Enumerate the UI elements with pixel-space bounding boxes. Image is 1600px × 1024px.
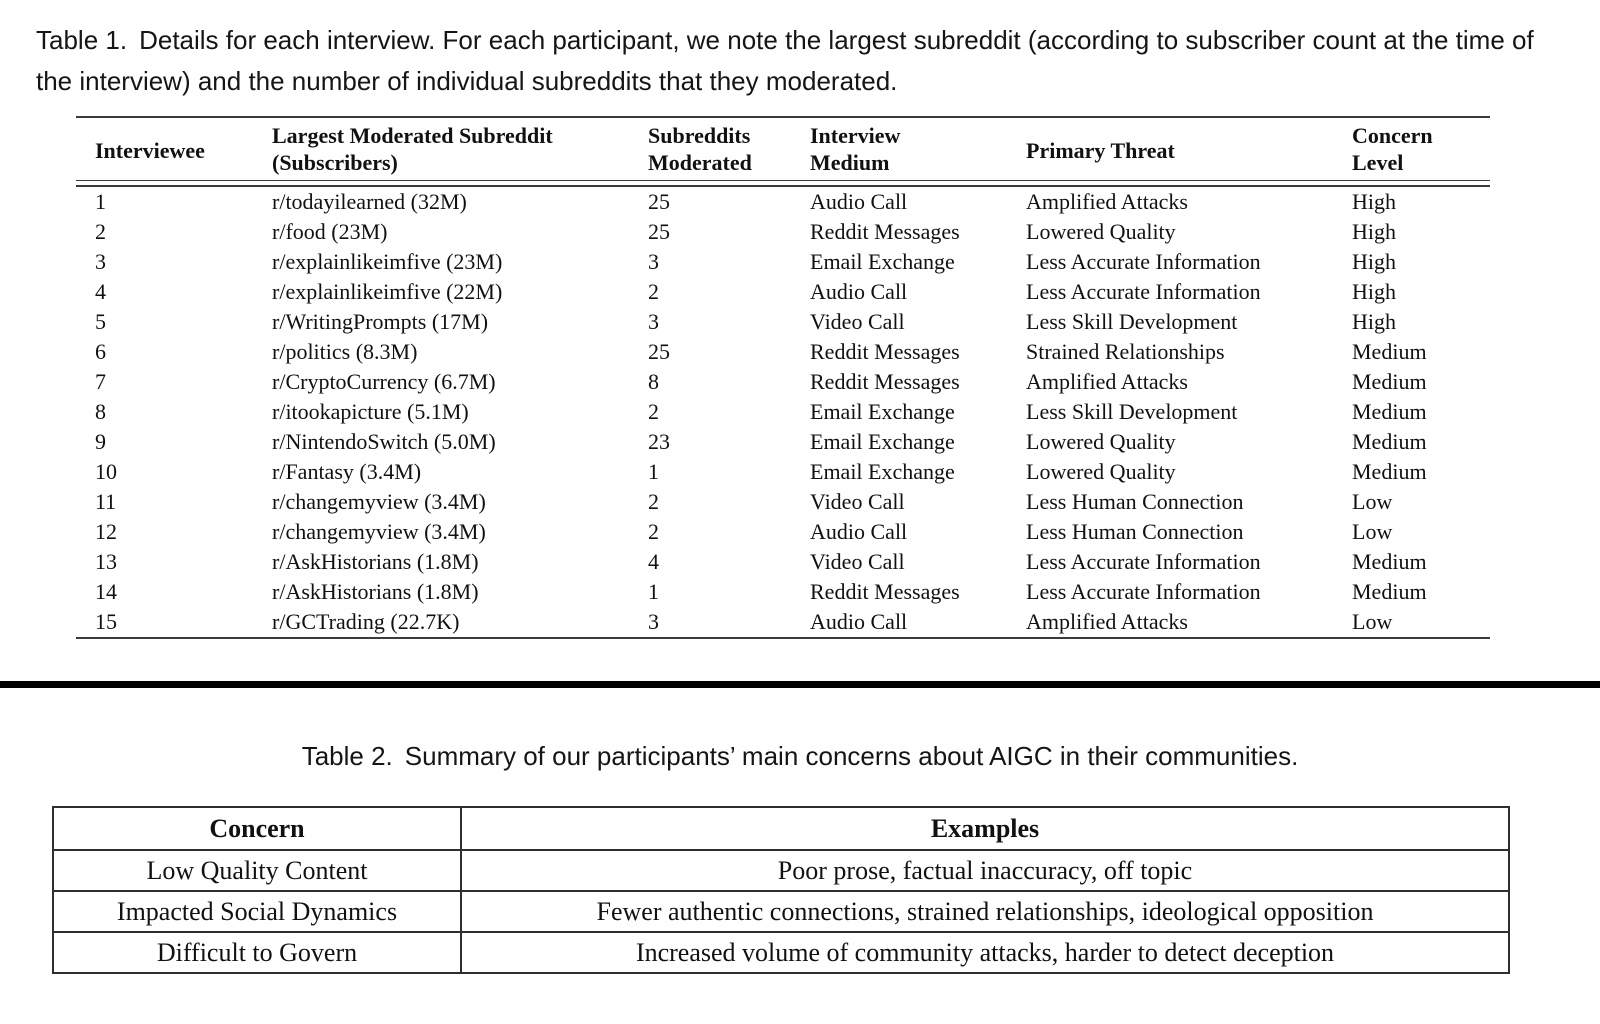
table-cell: Impacted Social Dynamics (53, 891, 461, 932)
interview-table (76, 116, 1490, 639)
interview-table-body (76, 186, 1490, 638)
table-cell: Less Accurate Information (1026, 279, 1261, 304)
interview-table-header (76, 117, 1490, 186)
table-cell: 25 (648, 339, 670, 364)
table-cell: Audio Call (810, 189, 908, 214)
table-row (76, 337, 1490, 367)
table-cell: Low (1352, 607, 1490, 638)
table-cell: 9 (95, 429, 106, 454)
table-row (53, 850, 1509, 891)
table-cell: Reddit Messages (810, 369, 960, 394)
concerns-table-container (52, 806, 1508, 974)
table-cell: r/NintendoSwitch (5.0M) (272, 429, 496, 454)
table-cell: 25 (648, 219, 670, 244)
table-row (76, 217, 1490, 247)
table-cell: 2 (648, 489, 659, 514)
table-cell: 11 (95, 489, 117, 514)
table-row (76, 307, 1490, 337)
table-cell: Audio Call (810, 519, 908, 544)
table-cell: Email Exchange (810, 249, 955, 274)
table-cell: Medium (1352, 459, 1427, 484)
col-header-interview-medium: Interview Medium (810, 117, 1026, 181)
table-cell: Poor prose, factual inaccuracy, off topic (461, 850, 1509, 891)
table-cell: r/explainlikeimfive (22M) (272, 279, 503, 304)
table-cell: 14 (95, 579, 117, 604)
table-cell: 2 (648, 519, 659, 544)
col-header-interviewee: Interviewee (76, 117, 272, 181)
header-row (53, 807, 1509, 850)
concerns-table-header (53, 807, 1509, 850)
concerns-table (52, 806, 1510, 974)
table-cell: High (1352, 309, 1396, 334)
table-cell: Low (1352, 489, 1393, 514)
col-header-examples: Examples (461, 807, 1509, 850)
col-header-primary-threat: Primary Threat (1026, 117, 1352, 181)
table-cell: Low (1352, 519, 1393, 544)
table-row (76, 457, 1490, 487)
table-cell: Video Call (810, 309, 905, 334)
table-cell: 15 (76, 607, 272, 638)
col-header-largest-moderated-subreddit: Largest Moderated Subreddit (Subscribers) (272, 117, 648, 181)
table-cell: r/CryptoCurrency (6.7M) (272, 369, 496, 394)
table1-caption-text: Details for each interview. For each participant, we note the largest subreddit (according to subscriber count at the time of the interview) and the number of individual subreddits that they moderated. (36, 25, 1534, 96)
table-row (76, 427, 1490, 457)
table-cell: 2 (95, 219, 106, 244)
table-cell: 1 (95, 189, 106, 214)
interview-table-container (76, 116, 1490, 639)
table-cell: r/explainlikeimfive (23M) (272, 249, 503, 274)
section-divider (0, 681, 1600, 688)
table-cell: r/itookapicture (5.1M) (272, 399, 469, 424)
table-cell: r/GCTrading (22.7K) (272, 607, 648, 638)
table-cell: High (1352, 189, 1396, 214)
table-cell: High (1352, 279, 1396, 304)
table-row (53, 932, 1509, 973)
table-cell: Strained Relationships (1026, 339, 1225, 364)
table-cell: r/Fantasy (3.4M) (272, 459, 422, 484)
table-cell: 12 (95, 519, 117, 544)
table-row (76, 517, 1490, 547)
table-cell: r/WritingPrompts (17M) (272, 309, 489, 334)
table-cell: Email Exchange (810, 459, 955, 484)
table-cell: Less Accurate Information (1026, 249, 1261, 274)
table-cell: 2 (648, 399, 659, 424)
table-cell: 1 (648, 579, 659, 604)
table-cell: 13 (95, 549, 117, 574)
table-row (76, 277, 1490, 307)
col-header-concern-level: Concern Level (1352, 117, 1490, 181)
table-cell: Reddit Messages (810, 339, 960, 364)
table2-caption-text: Summary of our participants’ main concerns about AIGC in their communities. (404, 741, 1299, 771)
table-cell: 4 (648, 549, 659, 574)
table-cell: Less Human Connection (1026, 489, 1244, 514)
table-cell: 10 (95, 459, 117, 484)
table-row (76, 186, 1490, 217)
col-header-subreddits-moderated: Subreddits Moderated (648, 117, 810, 181)
table-cell: High (1352, 249, 1396, 274)
table-cell: Less Accurate Information (1026, 549, 1261, 574)
table-cell: r/politics (8.3M) (272, 339, 418, 364)
table-cell: 5 (95, 309, 106, 334)
table1-caption (36, 20, 1556, 102)
table-cell: 3 (648, 309, 659, 334)
table-cell: Less Accurate Information (1026, 579, 1261, 604)
table-cell: r/AskHistorians (1.8M) (272, 579, 479, 604)
table-cell: Difficult to Govern (53, 932, 461, 973)
table-row (76, 577, 1490, 607)
table-cell: Medium (1352, 339, 1427, 364)
table-row (76, 247, 1490, 277)
table-cell: 8 (95, 399, 106, 424)
table-cell: Medium (1352, 549, 1427, 574)
table-cell: 8 (648, 369, 659, 394)
table-cell: r/AskHistorians (1.8M) (272, 549, 479, 574)
table-cell: Email Exchange (810, 429, 955, 454)
table-row (76, 607, 1490, 638)
concerns-table-body (53, 850, 1509, 973)
table-cell: Reddit Messages (810, 219, 960, 244)
table-cell: Medium (1352, 369, 1427, 394)
table-cell: 3 (95, 249, 106, 274)
table-cell: Fewer authentic connections, strained relationships, ideological opposition (461, 891, 1509, 932)
table1-caption-label: Table 1. (36, 25, 128, 55)
table-cell: 6 (95, 339, 106, 364)
table-cell: Amplified Attacks (1026, 607, 1352, 638)
col-header-concern: Concern (53, 807, 461, 850)
table2-caption (0, 740, 1600, 772)
table-cell: Email Exchange (810, 399, 955, 424)
table-row (53, 891, 1509, 932)
table-cell: Reddit Messages (810, 579, 960, 604)
table-cell: Less Human Connection (1026, 519, 1244, 544)
table-cell: 1 (648, 459, 659, 484)
table-cell: 3 (648, 249, 659, 274)
table-row (76, 547, 1490, 577)
table-cell: 3 (648, 607, 810, 638)
header-row (76, 117, 1490, 181)
table2-caption-label: Table 2. (301, 741, 393, 771)
table-cell: Medium (1352, 399, 1427, 424)
table-row (76, 487, 1490, 517)
table-cell: Medium (1352, 579, 1427, 604)
table-cell: Lowered Quality (1026, 459, 1176, 484)
table-cell: r/todayilearned (32M) (272, 189, 467, 214)
table-cell: Video Call (810, 489, 905, 514)
table-cell: 25 (648, 189, 670, 214)
table-cell: Audio Call (810, 279, 908, 304)
table-cell: Increased volume of community attacks, harder to detect deception (461, 932, 1509, 973)
table-cell: Medium (1352, 429, 1427, 454)
table-cell: r/changemyview (3.4M) (272, 489, 486, 514)
table-cell: Lowered Quality (1026, 219, 1176, 244)
table-cell: 2 (648, 279, 659, 304)
table-cell: 4 (95, 279, 106, 304)
table-cell: 7 (95, 369, 106, 394)
table-cell: r/changemyview (3.4M) (272, 519, 486, 544)
table-cell: Video Call (810, 549, 905, 574)
table-row (76, 397, 1490, 427)
table-cell: Amplified Attacks (1026, 189, 1188, 214)
table-cell: Less Skill Development (1026, 399, 1238, 424)
table-cell: High (1352, 219, 1396, 244)
table-cell: 23 (648, 429, 670, 454)
table-row (76, 367, 1490, 397)
table-cell: Lowered Quality (1026, 429, 1176, 454)
table-cell: r/food (23M) (272, 219, 388, 244)
table-cell: Low Quality Content (53, 850, 461, 891)
table-cell: Audio Call (810, 607, 1026, 638)
table-cell: Less Skill Development (1026, 309, 1238, 334)
table-cell: Amplified Attacks (1026, 369, 1188, 394)
